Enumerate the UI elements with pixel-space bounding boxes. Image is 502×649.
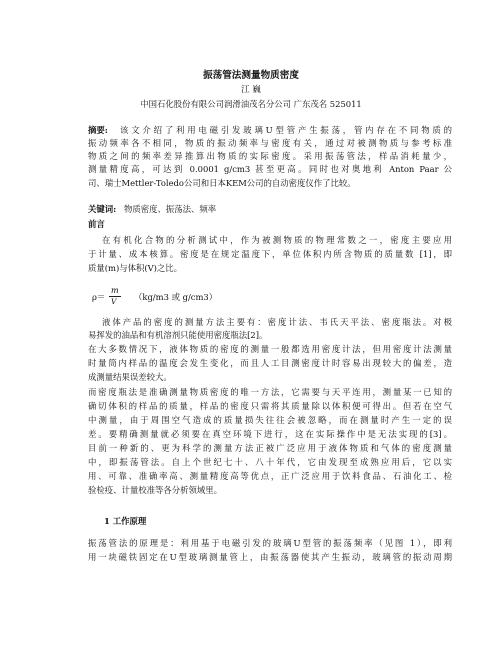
section-heading: 1 工作原理	[104, 516, 147, 526]
formula-units: （kg/m3 或 g/cm3）	[134, 292, 218, 302]
body-line: 时量筒内样品的温度会发生变化，而且人工目测密度计时容易出现较大的偏差，造	[88, 358, 452, 368]
body-line: 在大多数情况下，液体物质的密度的测量一般都选用密度计法，但用密度计法测量	[88, 344, 452, 354]
formula-lhs: ρ＝	[92, 292, 106, 302]
body-line: 差。要精确测量就必须要在真空环境下进行，这在实际操作中是无法实现的[3]。	[88, 429, 452, 439]
formula-numerator: m	[111, 286, 119, 295]
abstract-line: 测量精度高，可达到 0.0001 g/cm3 甚至更高。同时也对奥地利 Anton Paar 公	[88, 164, 452, 174]
body-line: 验检疫、计量校准等各分析领域里。	[88, 485, 222, 495]
keywords-label: 关键词:	[88, 204, 117, 214]
abstract-line: 该文介绍了利用电磁引发玻璃U型管产生振荡，管内存在不同物质的	[120, 125, 452, 135]
intro-line: 质量(m)与体积(V)之比。	[88, 263, 183, 273]
body-line: 而密度瓶法是准确测量物质密度的唯一方法，它需要与天平连用，测量某一已知的	[88, 387, 452, 397]
abstract-line: 司、瑞士Mettler-Toledo公司和日本KEM公司的自动密度仪作了比较。	[88, 178, 356, 188]
body-line: 成测量结果误差较大。	[88, 372, 172, 382]
body-line: 中，即振荡管法。自上个世纪七十、八十年代，它由发现至成熟应用后，它以实	[88, 457, 452, 467]
body-line: 目前一种新的、更为科学的测量方法正被广泛应用于液体物质和气体的密度测量	[88, 443, 452, 453]
paper-title: 振荡管法测量物质密度	[203, 70, 299, 81]
intro-line: 在有机化合物的分析测试中，作为被测物质的物理常数之一，密度主要应用	[102, 235, 452, 245]
body-line: 用一块磁铁固定在U型玻璃测量管上，由振荡器使其产生振动，玻璃管的振动周期	[88, 552, 452, 562]
keywords-text: 物质密度、振荡法、频率	[124, 204, 217, 214]
body-line: 中测量，由于周围空气造成的质量损失往往会被忽略，而在测量时产生一定的误	[88, 415, 452, 425]
abstract-label: 摘要:	[88, 125, 108, 135]
body-line: 液体产品的密度的测量方法主要有：密度计法、韦氏天平法、密度瓶法。对极	[102, 317, 452, 327]
author-affiliation: 中国石化股份有限公司润滑油茂名分公司 广东茂名 525011	[140, 99, 362, 109]
abstract-line: 物质之间的频率差异推算出物质的实际密度。采用振荡管法，样品消耗量少，	[88, 151, 452, 161]
body-line: 振荡管法的原理是：利用基于电磁引发的玻璃U型管的振荡频率（见图 1），即利	[88, 538, 452, 548]
formula-denominator: V	[111, 297, 117, 306]
intro-heading: 前言	[88, 219, 105, 229]
body-line: 用、可靠、准确率高、测量精度高等优点，正广泛应用于饮料食品、石油化工、检	[88, 471, 452, 481]
intro-line: 于计量、成本核算。密度是在规定温度下，单位体积内所含物质的质量数 [1]，即	[88, 249, 452, 259]
body-line: 易挥发的油品和有机溶剂只能使用密度瓶法[2]。	[88, 330, 268, 340]
abstract-line: 振动频率各不相同，物质的振动频率与密度有关，通过对被测物质与参考标准	[88, 138, 452, 148]
author-name: 江 巍	[241, 85, 261, 95]
body-line: 确切体积的样品的质量，样品的密度只需将其质量除以体积便可得出。但若在空气	[88, 401, 452, 411]
